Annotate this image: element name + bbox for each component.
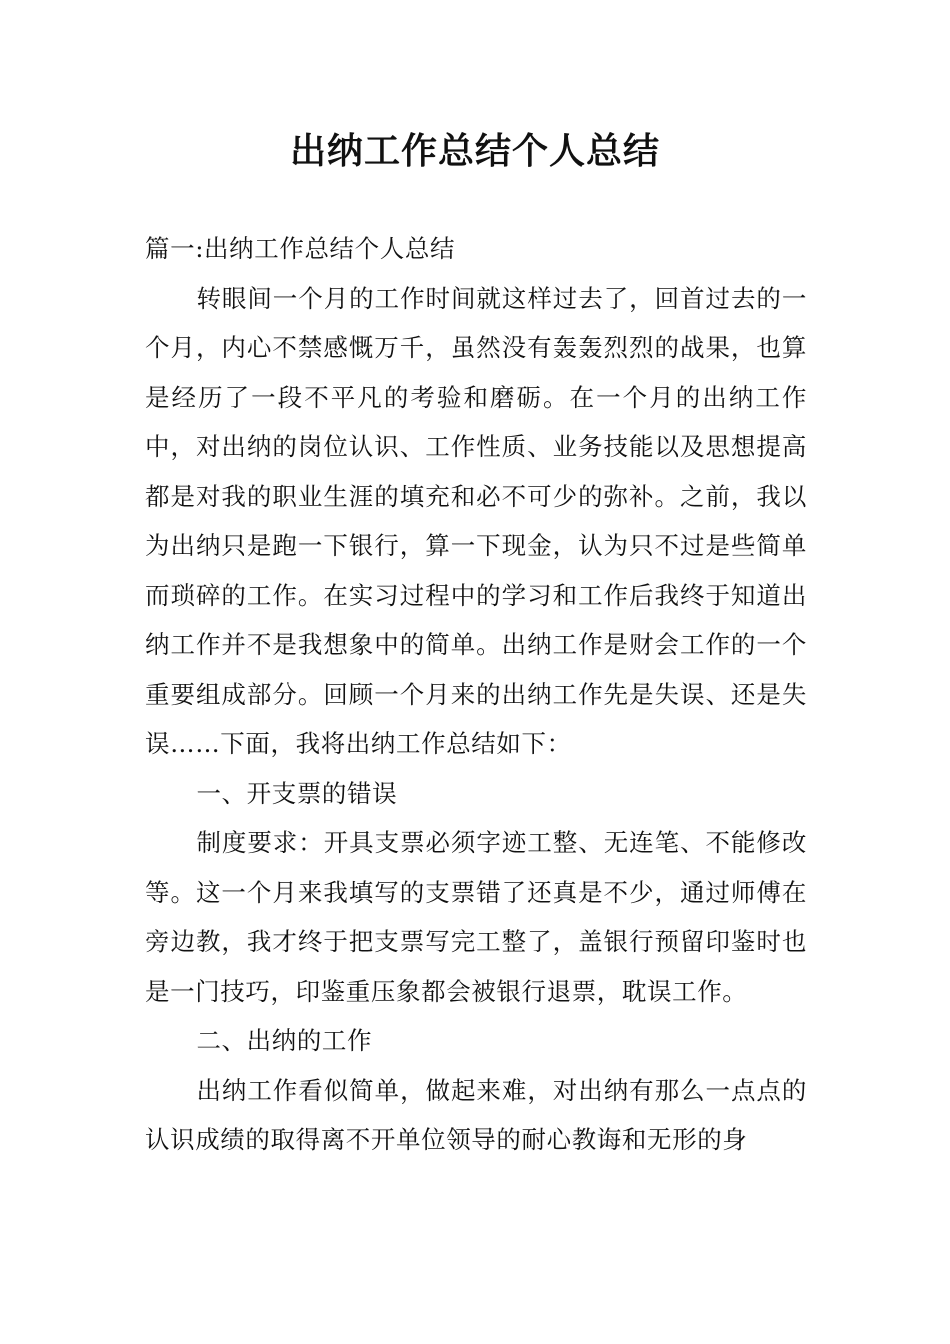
cashier-work-paragraph: 出纳工作看似简单，做起来难，对出纳有那么一点点的认识成绩的取得离不开单位领导的耐心教诲和无形的身 <box>145 1075 807 1154</box>
document-title: 出纳工作总结个人总结 <box>289 131 660 172</box>
check-errors-paragraph: 制度要求：开具支票必须字迹工整、无连笔、不能修改等。这一个月来我填写的支票错了还真是不少，通过师傅在旁边教，我才终于把支票写完工整了，盖银行预留印鉴时也是一门技巧，印鉴重压象都会被银行退票，耽误工作。 <box>145 828 807 1006</box>
intro-paragraph: 转眼间一个月的工作时间就这样过去了，回首过去的一个月，内心不禁感慨万千，虽然没有轰轰烈烈的战果，也算是经历了一段不平凡的考验和磨砺。在一个月的出纳工作中，对出纳的岗位认识、工作性质、业务技能以及思想提高都是对我的职业生涯的填充和必不可少的弥补。之前，我以为出纳只是跑一下银行，算一下现金，认为只不过是些简单而琐碎的工作。在实习过程中的学习和工作后我终于知道出纳工作并不是我想象中的简单。出纳工作是财会工作的一个重要组成部分。回顾一个月来的出纳工作先是失误、还是失误……下面，我将出纳工作总结如下： <box>145 283 807 758</box>
document-body <box>145 224 807 1165</box>
section-heading: 篇一:出纳工作总结个人总结 <box>145 234 456 263</box>
subheading-check-errors: 一、开支票的错误 <box>196 778 398 808</box>
subheading-cashier-work: 二、出纳的工作 <box>196 1026 373 1055</box>
